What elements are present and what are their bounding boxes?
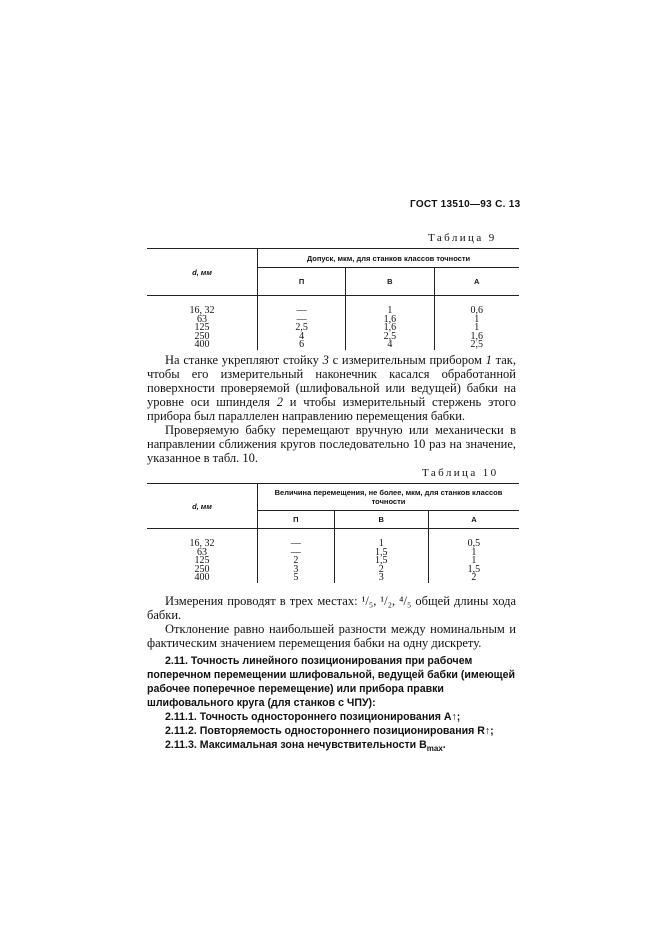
table-cell: 400	[194, 572, 210, 584]
table-cell: 1,6	[470, 330, 483, 342]
text-run: и чтобы измерительный стержень этого прибора был параллелен направлению перемещения бабки.	[147, 395, 516, 423]
section-item: 2.11.2. Повторяемость одностороннего позиционирования R↑;	[165, 725, 494, 737]
table-cell: 2,5	[470, 339, 483, 351]
table-10-class-a: А	[428, 511, 519, 529]
section-item: 2.11.1. Точность одностороннего позиционирования A↑;	[165, 711, 461, 723]
table-cell: 1,6	[383, 313, 397, 325]
table-10-d-column	[147, 529, 258, 583]
table-9-v-column	[346, 296, 434, 350]
table-10-v-column	[334, 529, 428, 583]
table-cell: 1	[471, 555, 477, 567]
table-9-caption: Таблица 9	[428, 232, 497, 244]
text-run: 1	[485, 353, 492, 367]
section-item	[147, 738, 517, 756]
text-run: с измерительным прибором	[328, 353, 486, 367]
table-cell: 400	[194, 339, 210, 351]
table-cell: —	[296, 313, 307, 325]
table-cell: 4	[387, 339, 393, 351]
table-9-a-column	[434, 296, 519, 350]
table-10	[147, 483, 519, 583]
table-9-class-p: П	[258, 268, 346, 296]
table-9-class-a: А	[434, 268, 519, 296]
table-cell: 1	[387, 305, 393, 316]
section-heading: 2.11. Точность линейного позиционирования при рабочем поперечном перемещении шлифовальной, ведущей бабки (имеющей рабочее поперечное перемещение) или прибора правки шлифовального круга (для станков с ЧПУ):	[147, 655, 515, 709]
page-header: ГОСТ 13510—93 С. 13	[410, 199, 521, 210]
table-cell: 16, 32	[189, 305, 215, 316]
table-10-class-v: В	[334, 511, 428, 529]
table-cell: 1,5	[375, 555, 388, 567]
table-cell: 4	[299, 330, 305, 342]
table-cell: 6	[299, 339, 305, 351]
table-cell: 2	[471, 572, 477, 584]
paragraph: Проверяемую бабку перемещают вручную или механически в направлении сближения кругов последовательно 10 раз на значение, указанное в табл. 10.	[147, 423, 516, 465]
text-run: 2.11.3. Максимальная зона нечувствительности B	[165, 739, 427, 751]
table-cell: 3	[293, 563, 299, 575]
table-cell: 2,5	[383, 330, 397, 342]
table-cell: 5	[293, 572, 299, 584]
table-cell: 1,6	[383, 322, 397, 334]
table-cell: 0,6	[470, 305, 483, 316]
table-cell: 3	[378, 572, 384, 584]
table-cell: 63	[197, 546, 207, 558]
body-text-1	[147, 353, 516, 465]
table-cell: 125	[194, 322, 210, 334]
text-run: На станке укрепляют стойку	[165, 353, 323, 367]
paragraph: Измерения проводят в трех местах: ¹/₅, ¹/₂, ⁴/₅ общей длины хода бабки.	[147, 594, 516, 622]
table-10-p-column	[258, 529, 335, 583]
text-run: max	[426, 744, 443, 754]
table-10-a-column	[428, 529, 519, 583]
table-cell: 63	[197, 313, 207, 325]
table-cell: 0,5	[467, 538, 481, 549]
table-9-class-v: В	[346, 268, 434, 296]
text-run: 3	[322, 353, 329, 367]
table-cell: 1	[471, 546, 477, 558]
table-9-p-column	[258, 296, 346, 350]
table-9-col-d: d, мм	[147, 249, 258, 296]
text-run: .	[442, 739, 446, 751]
table-cell: 16, 32	[189, 538, 215, 549]
text-run: 2	[276, 395, 283, 409]
table-cell: 250	[194, 330, 210, 342]
table-cell: 2	[378, 563, 384, 575]
table-10-class-p: П	[258, 511, 335, 529]
table-cell: 1	[474, 322, 480, 334]
section-2-11	[147, 654, 517, 756]
table-cell: 2	[293, 555, 299, 567]
table-cell: —	[290, 546, 301, 558]
table-cell: 1	[378, 538, 384, 549]
table-10-col-d: d, мм	[147, 484, 258, 529]
table-cell: 250	[194, 563, 210, 575]
body-text-2	[147, 594, 516, 650]
text-run: так, чтобы его измерительный наконечник касался обработанной поверхности проверяемой (шлифовальной или ведущей) бабки на уровне оси шпинделя	[147, 353, 516, 409]
table-9-d-column	[147, 296, 258, 350]
paragraph: Отклонение равно наибольшей разности между номинальным и фактическим значением перемещения бабки на одну дискрету.	[147, 622, 516, 650]
table-10-group-header: Величина перемещения, не более, мкм, для станков классов точности	[258, 484, 520, 511]
table-10-caption: Таблица 10	[422, 467, 499, 479]
table-cell: 2,5	[295, 322, 308, 334]
table-9	[147, 248, 519, 350]
table-cell: —	[290, 538, 301, 549]
table-9-group-header: Допуск, мкм, для станков классов точности	[258, 249, 520, 268]
table-cell: 125	[194, 555, 210, 567]
table-cell: 1	[474, 313, 480, 325]
table-cell: 1,5	[375, 546, 388, 558]
table-cell: 1,5	[467, 563, 481, 575]
paragraph	[147, 353, 516, 423]
table-cell: —	[296, 305, 307, 316]
